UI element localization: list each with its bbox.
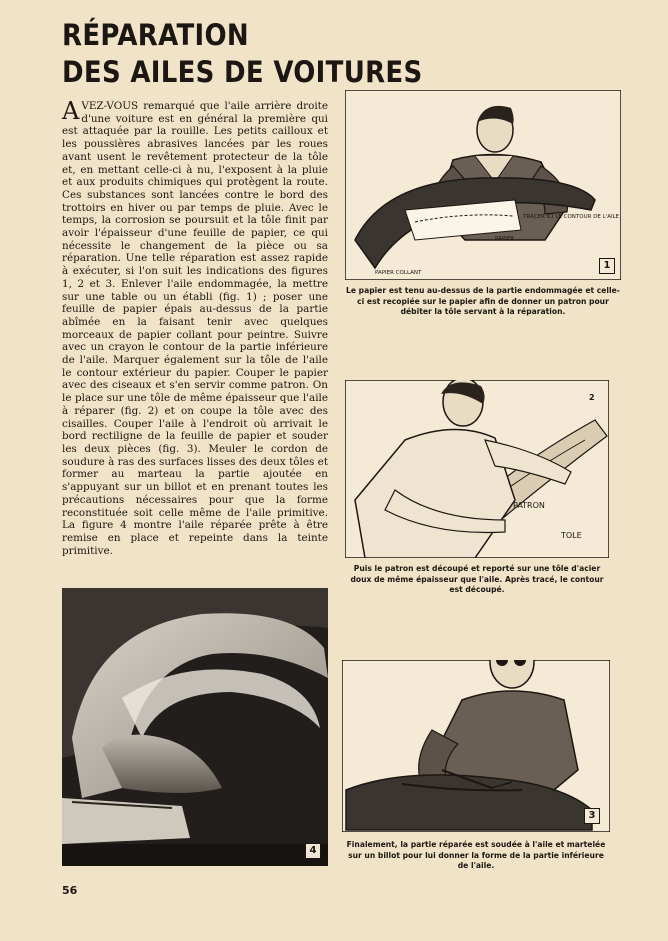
title-line-1: RÉPARATION xyxy=(62,19,249,53)
figure-1-drawing xyxy=(345,90,621,280)
figure-1-number: 1 xyxy=(599,258,615,274)
title-line-2: DES AILES DE VOITURES xyxy=(62,56,423,90)
article-title xyxy=(62,18,423,92)
figure-1-caption: Le papier est tenu au-dessus de la partie endommagée et celle-ci est recopiée sur le papier afin de donner un patron pour débiter la tôle servant à la réparation. xyxy=(346,286,620,316)
drop-cap: A xyxy=(62,97,80,125)
figure-3-number: 3 xyxy=(584,808,600,824)
figure-1-label-papier: PAPIER xyxy=(495,236,514,242)
figure-2-number: 2 xyxy=(589,393,595,402)
figure-2-label-tole: TOLE xyxy=(561,531,582,540)
figure-2-drawing xyxy=(345,380,609,558)
figure-2-illustration xyxy=(345,380,609,558)
figure-1-illustration xyxy=(345,90,621,280)
figure-4-number: 4 xyxy=(305,843,321,859)
page-number: 56 xyxy=(62,884,78,897)
figure-4-photo xyxy=(62,588,328,866)
figure-1-label-trace: TRACER ICI LE CONTOUR DE L'AILE xyxy=(523,214,620,220)
figure-2-label-patron: PATRON xyxy=(513,501,545,510)
figure-3-drawing xyxy=(342,660,610,832)
figure-4-image xyxy=(62,588,328,866)
article-body xyxy=(62,97,328,557)
figure-3-illustration xyxy=(342,660,610,832)
article-body-text: VEZ-VOUS remarqué que l'aile arrière droite d'une voiture est en général la première qui est attaquée par la rouille. Les petits cailloux et les poussières abrasives lancées par les roues avant usent le revêtement protecteur de la tôle et, en mettant celle-ci à nu, l'exposent à la pluie et aux produits chimiques qui protègent la route. Ces substances sont lancées contre le bord des trottoirs en hiver ou par temps de pluie. Avec le temps, la corrosion se poursuit et la tôle finit par avoir l'épaisseur d'une feuille de papier, ce qui nécessite le changement de la pièce ou sa réparation. Une telle réparation est assez rapide à exécuter, si l'on suit les indications des figures 1, 2 et 3. Enlever l'aile endommagée, la mettre sur une table ou un établi (fig. 1) ; poser une feuille de papier épais au-dessus de la partie abîmée en la faisant tenir avec quelques morceaux de papier collant pour peintre. Suivre avec un crayon le contour de la partie inférieure de l'aile. Marquer également sur la tôle de l'aile le contour extérieur du papier. Couper le papier avec des ciseaux et s'en servir comme patron. On le place sur une tôle de même épaisseur que l'aile à réparer (fig. 2) et on coupe la tôle avec des cisailles. Couper l'aile à l'endroit où arrivait le bord rectiligne de la feuille de papier et souder les deux pièces (fig. 3). Meuler le cordon de soudure à ras des surfaces lisses des deux tôles et former au marteau la partie ajoutée en s'appuyant sur un billot et en prenant toutes les précautions nécessaires pour que la forme reconstituée soit celle même de l'aile primitive. La figure 4 montre l'aile réparée prête à être remise en place et repeinte dans la teinte primitive. xyxy=(62,100,328,557)
figure-2-caption: Puis le patron est découpé et reporté sur une tôle d'acier doux de même épaisseur que l'aile. Après tracé, le contour est découpé. xyxy=(350,564,604,594)
figure-3-caption: Finalement, la partie réparée est soudée à l'aile et martelée sur un billot pour lui donner la forme de la partie inférieure de l'aile. xyxy=(346,840,606,870)
figure-1-label-collant: PAPIER COLLANT xyxy=(375,270,422,276)
